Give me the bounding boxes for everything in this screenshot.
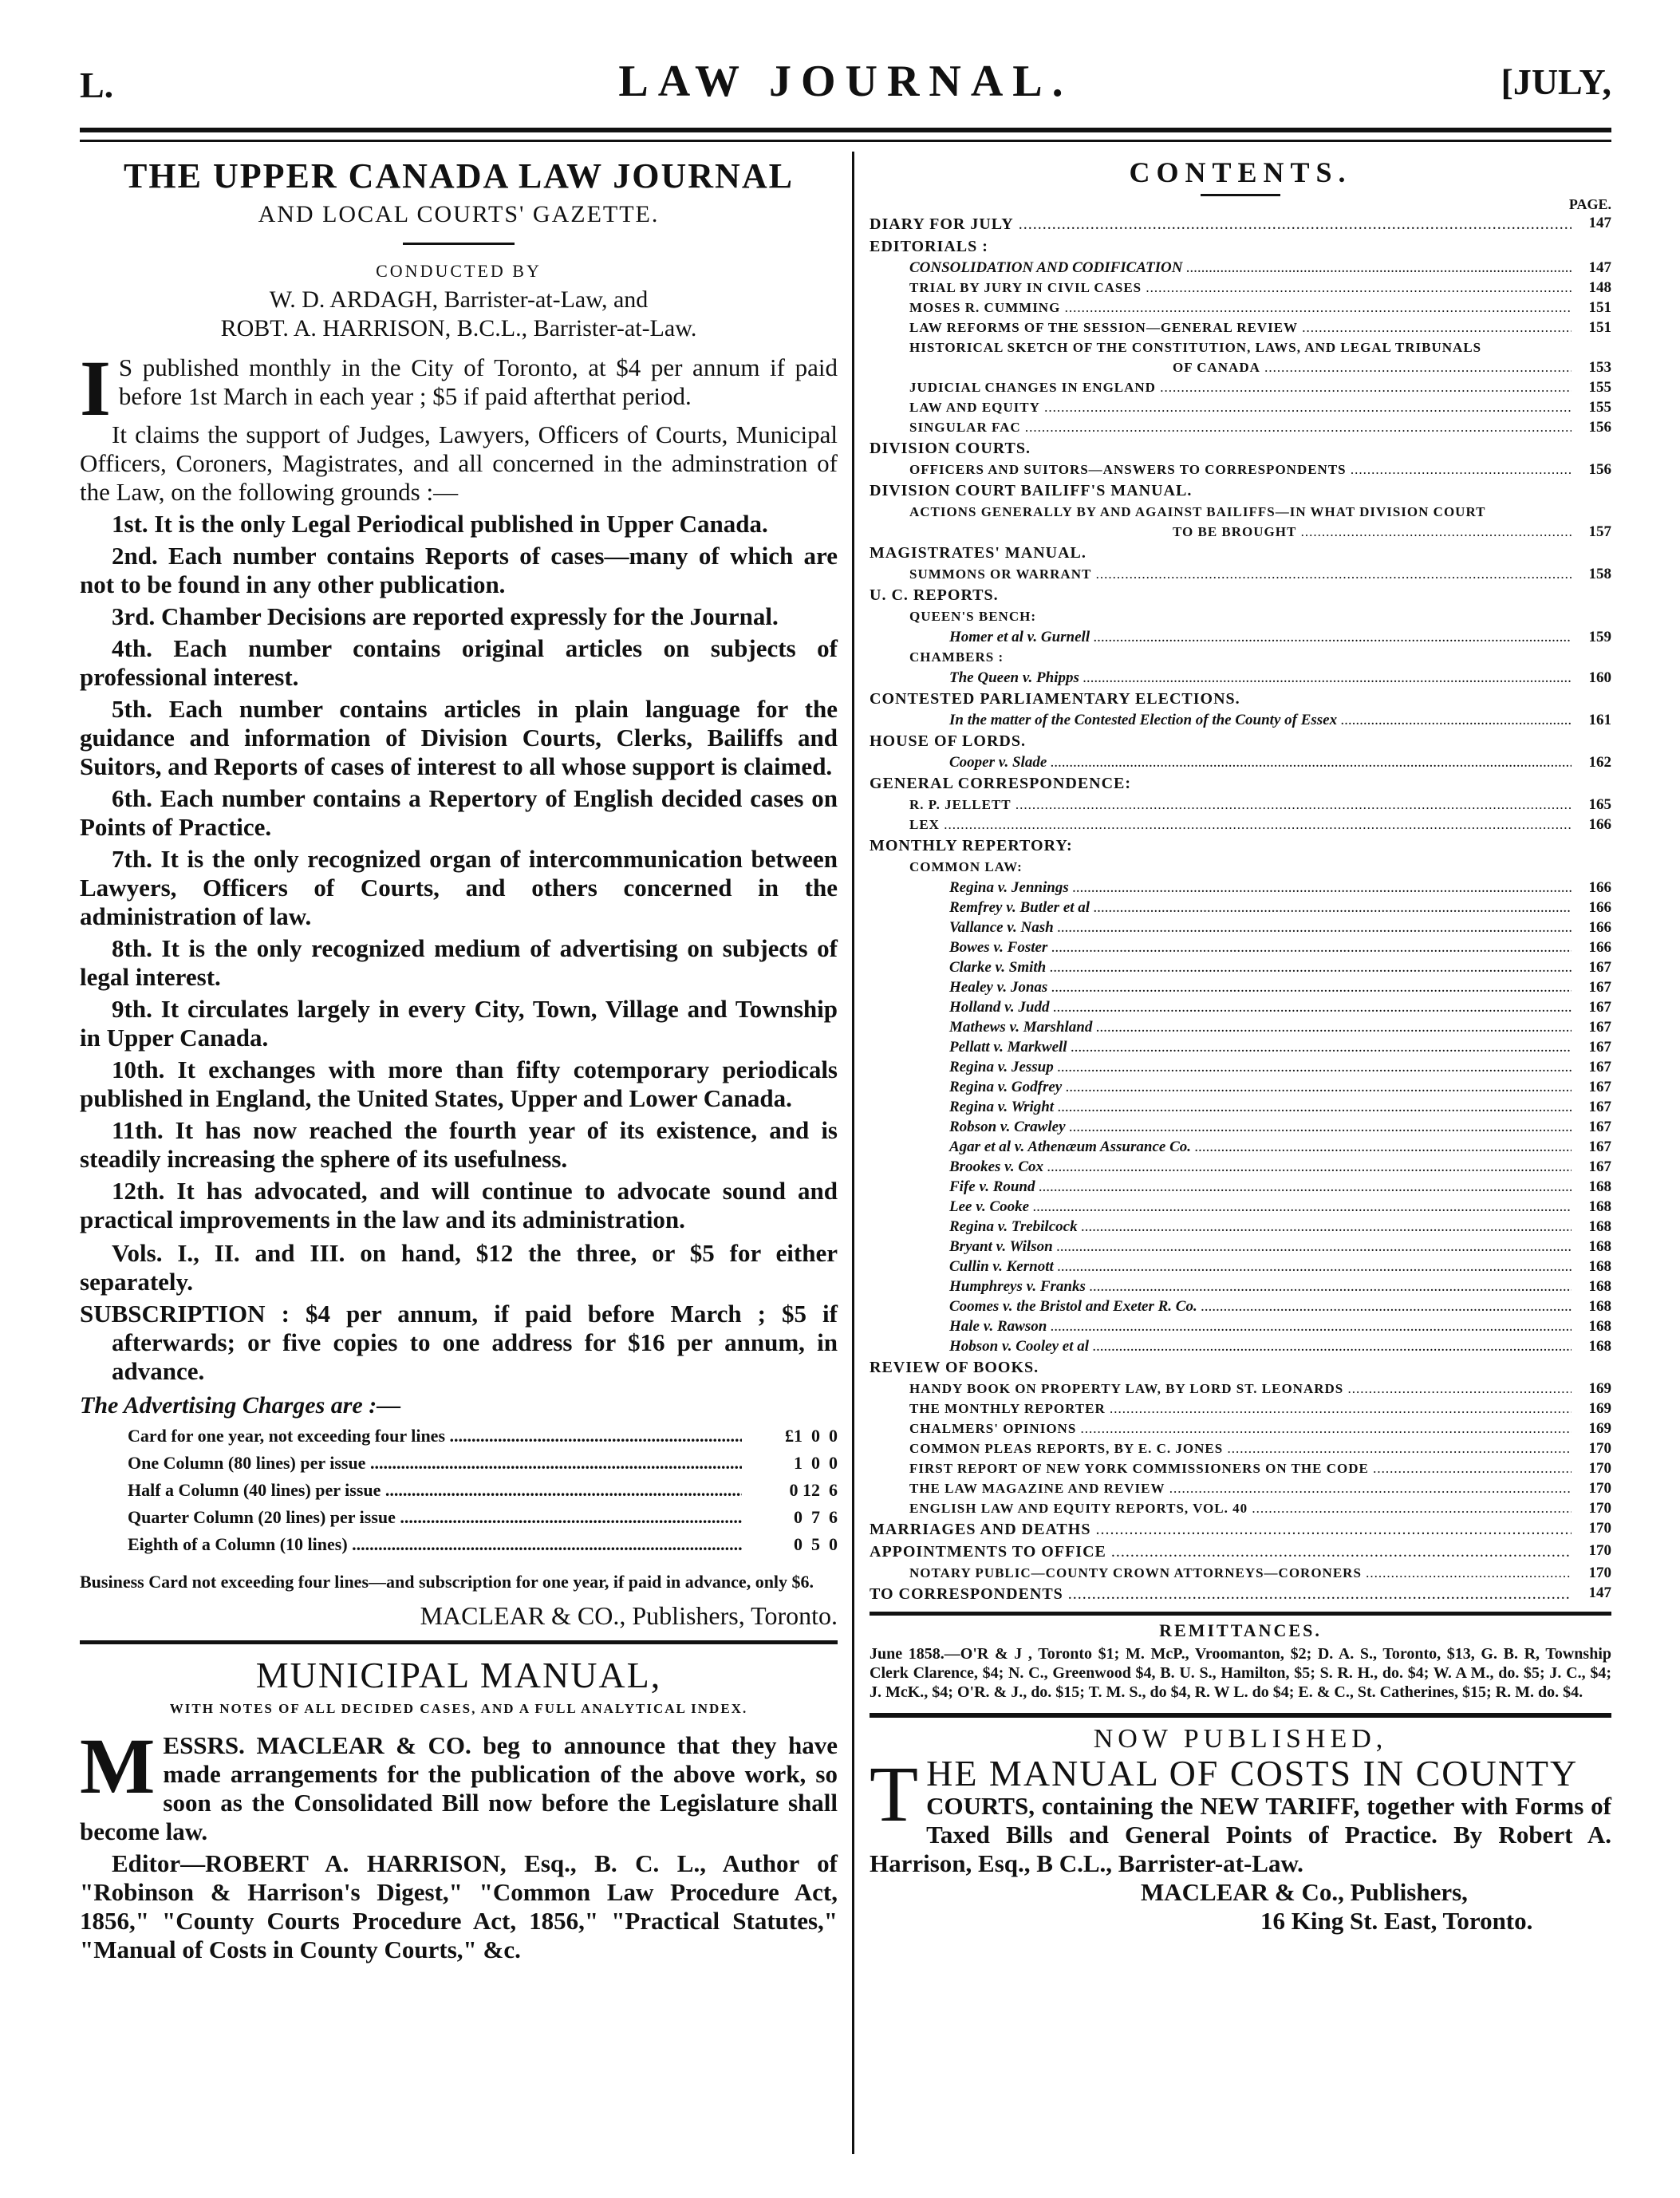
contents-page: 170: [1588, 1520, 1611, 1537]
contents-label: TO CORRESPONDENTS .....: [870, 1583, 1572, 1605]
contents-entry: [870, 878, 1611, 898]
np-body-text: COURTS, containing the NEW TARIFF, together with Forms of Taxed Bills and General Points of Practice. By Robert A. Harrison, Esq., B C.L., Barrister-at-Law.: [870, 1792, 1611, 1877]
issue-month: [JULY,: [1501, 61, 1611, 102]
contents-label: SUMMONS OR WARRANT .....: [870, 564, 1572, 584]
column-divider: [852, 152, 854, 2154]
contents-page: 167: [1588, 999, 1611, 1016]
contents-page: 156: [1588, 461, 1611, 478]
contents-entry: [870, 479, 1611, 502]
contents-label: OF CANADA .....: [870, 357, 1572, 377]
contents-entry: [870, 1057, 1611, 1077]
contents-page: 168: [1588, 1238, 1611, 1255]
contents-page: [1572, 606, 1611, 627]
advertising-amount: 0 7 6: [794, 1507, 838, 1527]
remittances-rule: [870, 1612, 1611, 1616]
contents-label: TO BE BROUGHT .....: [870, 522, 1572, 542]
contents-page: 167: [1588, 1079, 1611, 1095]
page-folio: L.: [80, 65, 114, 105]
publisher-line: MACLEAR & CO., Publishers, Toronto.: [420, 1601, 838, 1630]
now-published-body: [870, 1750, 1611, 1878]
contents-label: DIVISION COURTS.: [870, 440, 1031, 457]
contents-entry: [870, 957, 1611, 977]
contents-label: DIARY FOR JULY .....: [870, 213, 1572, 235]
contents-title: CONTENTS.: [1129, 156, 1352, 188]
contents-entry: [870, 688, 1611, 710]
contents-page: 170: [1588, 1480, 1611, 1497]
contents-page: 157: [1588, 523, 1611, 540]
contents-page: 167: [1588, 1059, 1611, 1075]
contents-label: In the matter of the Contested Election of the County of Essex .....: [870, 710, 1572, 730]
contents-label: Remfrey v. Butler et al .....: [870, 898, 1572, 917]
contents-page: 168: [1588, 1338, 1611, 1355]
editor-ardagh: W. D. ARDAGH, Barrister-at-Law, and: [269, 286, 649, 313]
contents-page: 167: [1588, 1099, 1611, 1115]
np-dropcap: T: [870, 1750, 919, 1838]
contents-label: DIVISION COURT BAILIFF'S MANUAL.: [870, 482, 1193, 499]
contents-label: Cullin v. Kernott .....: [870, 1257, 1572, 1277]
contents-label: EDITORIALS :: [870, 238, 988, 255]
contents-entry: [870, 502, 1611, 522]
contents-label: R. P. JELLETT .....: [870, 795, 1572, 815]
contents-label: APPOINTMENTS TO OFFICE .....: [870, 1541, 1572, 1563]
contents-page: 167: [1588, 1158, 1611, 1175]
contents-page: [1572, 835, 1611, 857]
contents-page: [1572, 857, 1611, 878]
contents-page: [1572, 502, 1611, 522]
contents-label: SINGULAR FAC .....: [870, 417, 1572, 437]
journal-title: LAW JOURNAL.: [618, 57, 1073, 106]
contents-entry: [870, 1097, 1611, 1117]
advertising-row: [128, 1477, 838, 1504]
contents-entry: [870, 298, 1611, 318]
contents-label: ACTIONS GENERALLY BY AND AGAINST BAILIFFS—IN WHAT DIVISION COURT: [909, 504, 1486, 519]
contents-label: QUEEN'S BENCH:: [909, 609, 1036, 624]
contents-entry: [870, 1077, 1611, 1097]
contents-label: Robson v. Crawley .....: [870, 1117, 1572, 1137]
contents-page: [1572, 542, 1611, 564]
contents-label: HISTORICAL SKETCH OF THE CONSTITUTION, LAWS, AND LEGAL TRIBUNALS: [909, 340, 1482, 355]
contents-page: 161: [1588, 712, 1611, 728]
ground-item: 1st. It is the only Legal Periodical published in Upper Canada.: [112, 510, 768, 538]
contents-entry: [870, 835, 1611, 857]
advertising-amount: 1 0 0: [794, 1453, 838, 1473]
contents-label: U. C. REPORTS.: [870, 586, 999, 604]
contents-label: LEX .....: [870, 815, 1572, 835]
contents-page: 169: [1588, 1400, 1611, 1417]
ground-item: 9th. It circulates largely in every City, Town, Village and Township in Upper Canada.: [80, 995, 838, 1052]
contents-entry: [870, 337, 1611, 357]
now-published-rule: [870, 1713, 1611, 1718]
contents-label: Regina v. Jessup .....: [870, 1057, 1572, 1077]
contents-page: 170: [1588, 1565, 1611, 1581]
contents-page: 170: [1588, 1440, 1611, 1457]
grounds-list: [80, 510, 838, 1234]
contents-label: ENGLISH LAW AND EQUITY REPORTS, VOL. 40 .....: [870, 1498, 1572, 1518]
advertising-amount: £1 0 0: [785, 1426, 838, 1446]
contents-label: Homer et al v. Gurnell .....: [870, 627, 1572, 647]
contents-entry: [870, 1117, 1611, 1137]
contents-page: 147: [1588, 259, 1611, 276]
title-rule: [403, 243, 515, 245]
mm-dropcap: M: [80, 1722, 156, 1810]
contents-page: [1572, 688, 1611, 710]
contents-label: Bowes v. Foster .....: [870, 937, 1572, 957]
contents-entry: [870, 235, 1611, 258]
contents-page: 165: [1588, 796, 1611, 813]
contents-page: 167: [1588, 1138, 1611, 1155]
contents-label: LAW AND EQUITY .....: [870, 397, 1572, 417]
advertising-label: Half a Column (40 lines) per issue .....: [128, 1477, 742, 1504]
contents-label: REVIEW OF BOOKS.: [870, 1359, 1039, 1376]
contents-entry: [870, 213, 1611, 235]
municipal-manual-body: [80, 1722, 838, 1846]
np-heading: HE MANUAL OF COSTS IN COUNTY: [926, 1753, 1579, 1794]
contents-label: THE MONTHLY REPORTER .....: [870, 1399, 1572, 1419]
contents-page: 170: [1588, 1500, 1611, 1517]
contents-page: 167: [1588, 1119, 1611, 1135]
contents-page: 170: [1588, 1542, 1611, 1559]
ground-item: 2nd. Each number contains Reports of cases—many of which are not to be found in any other publication.: [80, 542, 838, 598]
advertising-row: [128, 1504, 838, 1531]
contents-entry: [870, 710, 1611, 730]
contents-entry: [870, 1277, 1611, 1296]
contents-entry: [870, 1197, 1611, 1217]
intro-paragraph: [80, 344, 838, 432]
advertising-heading: The Advertising Charges are :—: [80, 1392, 401, 1419]
mm-body-text: ESSRS. MACLEAR & CO. beg to announce that they have made arrangements for the publication of the above work, so soon as the Consolidated Bill now before the Legislature shall become law.: [80, 1731, 838, 1845]
contents-entry: [870, 1583, 1611, 1605]
contents-label: Regina v. Wright .....: [870, 1097, 1572, 1117]
intro-text: S published monthly in the City of Toronto, at $4 per annum if paid before 1st March in each year ; $5 if paid afterthat period.: [118, 353, 838, 410]
contents-entry: [870, 1217, 1611, 1237]
contents-page: [1572, 647, 1611, 668]
contents-page: [1572, 337, 1611, 357]
contents-label: CONTESTED PARLIAMENTARY ELECTIONS.: [870, 690, 1240, 708]
contents-page: [1572, 437, 1611, 460]
contents-entry: [870, 937, 1611, 957]
contents-label: Mathews v. Marshland .....: [870, 1017, 1572, 1037]
contents-page: 155: [1588, 399, 1611, 416]
contents-page: 153: [1588, 359, 1611, 376]
contents-entry: [870, 795, 1611, 815]
contents-page: 168: [1588, 1278, 1611, 1295]
volumes-notice: Vols. I., II. and III. on hand, $12 the three, or $5 for either separately.: [80, 1239, 838, 1296]
intro-dropcap: I: [80, 344, 111, 432]
contents-entry: [870, 752, 1611, 772]
contents-label: GENERAL CORRESPONDENCE:: [870, 775, 1132, 792]
contents-entry: [870, 1137, 1611, 1157]
claims-intro: It claims the support of Judges, Lawyers, Officers of Courts, Municipal Officers, Coroners, Magistrates, and all concerned in the adminstration of the Law, on the following grounds :—: [80, 420, 838, 506]
journal-subtitle: AND LOCAL COURTS' GAZETTE.: [258, 201, 660, 227]
contents-page: 166: [1588, 939, 1611, 956]
business-card-notice: Business Card not exceeding four lines—and subscription for one year, if paid in advance, only $6.: [80, 1572, 814, 1592]
ground-item: 6th. Each number contains a Repertory of English decided cases on Points of Practice.: [80, 784, 838, 841]
contents-entry: [870, 397, 1611, 417]
contents-entry: [870, 1419, 1611, 1438]
contents-entry: [870, 1518, 1611, 1541]
contents-entry: [870, 1296, 1611, 1316]
contents-entry: [870, 1478, 1611, 1498]
contents-label: FIRST REPORT OF NEW YORK COMMISSIONERS ON THE CODE .....: [870, 1458, 1572, 1478]
contents-label: Agar et al v. Athenæum Assurance Co. .....: [870, 1137, 1572, 1157]
contents-label: Hale v. Rawson .....: [870, 1316, 1572, 1336]
advertising-label: Quarter Column (20 lines) per issue .....: [128, 1504, 742, 1531]
contents-page-label: PAGE.: [1568, 196, 1611, 212]
contents-entry: [870, 258, 1611, 278]
np-address: 16 King St. East, Toronto.: [1260, 1907, 1533, 1935]
advertising-row: [128, 1423, 838, 1450]
contents-label: HANDY BOOK ON PROPERTY LAW, BY LORD ST. LEONARDS .....: [870, 1379, 1572, 1399]
municipal-manual-subtitle: WITH NOTES OF ALL DECIDED CASES, AND A FULL ANALYTICAL INDEX.: [169, 1701, 748, 1716]
contents-entry: [870, 1177, 1611, 1197]
contents-label: CHAMBERS :: [909, 649, 1004, 665]
advertising-table: [80, 1423, 838, 1558]
contents-page: 159: [1588, 629, 1611, 645]
contents-label: MONTHLY REPERTORY:: [870, 837, 1073, 854]
contents-page: 166: [1588, 899, 1611, 916]
contents-label: Vallance v. Nash .....: [870, 917, 1572, 937]
contents-entry: [870, 815, 1611, 835]
contents-page: [1572, 730, 1611, 752]
contents-label: Healey v. Jonas .....: [870, 977, 1572, 997]
remittances-text: June 1858.—O'R & J , Toronto $1; M. McP., Vroomanton, $2; D. A. S., Toronto, $13, G. B. R, Township Clerk Clarence, $4; N. C., Greenwood $4, B. U. S., Hamilton, $5; S. R. H., do. $4; W. A M., do. $5; J. C., $4; J. McK., $4; O'R. & J., do. $15; T. M. S., do $4, R. W L. do $4; E. & C., St. Catherines, $15; R. M. do. $4.: [870, 1645, 1611, 1701]
contents-label: Holland v. Judd .....: [870, 997, 1572, 1017]
contents-page: 168: [1588, 1318, 1611, 1335]
contents-label: Fife v. Round .....: [870, 1177, 1572, 1197]
contents-page: 151: [1588, 319, 1611, 336]
contents-label: Hobson v. Cooley et al .....: [870, 1336, 1572, 1356]
advertising-label: Card for one year, not exceeding four lines .....: [128, 1423, 742, 1450]
municipal-manual-editor: Editor—ROBERT A. HARRISON, Esq., B. C. L., Author of "Robinson & Harrison's Digest," "Common Law Procedure Act, 1856," "County Courts Procedure Act, 1856," "Practical Statutes," "Manual of Costs in County Courts," &c.: [80, 1849, 838, 1963]
contents-label: Regina v. Jennings .....: [870, 878, 1572, 898]
contents-page: 166: [1588, 879, 1611, 896]
contents-label: Regina v. Godfrey .....: [870, 1077, 1572, 1097]
right-column: [870, 156, 1611, 1936]
contents-label: Clarke v. Smith .....: [870, 957, 1572, 977]
contents-entry: [870, 898, 1611, 917]
contents-page: 147: [1588, 1584, 1611, 1601]
contents-label: Lee v. Cooke .....: [870, 1197, 1572, 1217]
ground-item: 11th. It has now reached the fourth year of its existence, and is steadily increasing the sphere of its usefulness.: [80, 1116, 838, 1173]
table-of-contents: [870, 213, 1611, 1605]
contents-entry: [870, 1356, 1611, 1379]
contents-page: 151: [1588, 299, 1611, 316]
contents-entry: [870, 1379, 1611, 1399]
contents-page: 167: [1588, 1019, 1611, 1036]
municipal-manual-title: MUNICIPAL MANUAL,: [255, 1655, 662, 1695]
contents-label: COMMON LAW:: [909, 859, 1023, 874]
contents-entry: [870, 730, 1611, 752]
contents-entry: [870, 1498, 1611, 1518]
contents-label: LAW REFORMS OF THE SESSION—GENERAL REVIEW .....: [870, 318, 1572, 337]
contents-entry: [870, 1336, 1611, 1356]
ground-item: 8th. It is the only recognized medium of advertising on subjects of legal interest.: [80, 934, 838, 991]
contents-entry: [870, 1237, 1611, 1257]
contents-label: Humphreys v. Franks .....: [870, 1277, 1572, 1296]
contents-page: 167: [1588, 1039, 1611, 1056]
np-publisher: MACLEAR & Co., Publishers,: [1141, 1878, 1468, 1906]
journal-page: [80, 48, 1611, 2170]
contents-label: The Queen v. Phipps .....: [870, 668, 1572, 688]
contents-entry: [870, 1017, 1611, 1037]
contents-label: MARRIAGES AND DEATHS .....: [870, 1518, 1572, 1541]
contents-entry: [870, 522, 1611, 542]
contents-entry: [870, 1037, 1611, 1057]
contents-page: [1572, 1356, 1611, 1379]
contents-entry: [870, 1541, 1611, 1563]
contents-entry: [870, 1399, 1611, 1419]
contents-page: [1572, 584, 1611, 606]
conducted-by: CONDUCTED BY: [376, 261, 542, 281]
advertising-row: [128, 1531, 838, 1558]
contents-entry: [870, 278, 1611, 298]
contents-label: Pellatt v. Markwell .....: [870, 1037, 1572, 1057]
contents-page: [1572, 235, 1611, 258]
contents-entry: [870, 1316, 1611, 1336]
section-rule: [80, 1640, 838, 1644]
contents-label: MOSES R. CUMMING .....: [870, 298, 1572, 318]
contents-page: 147: [1588, 215, 1611, 231]
contents-entry: [870, 1458, 1611, 1478]
contents-page: 169: [1588, 1380, 1611, 1397]
contents-page: [1572, 772, 1611, 795]
advertising-label: One Column (80 lines) per issue .....: [128, 1450, 742, 1477]
contents-page: 166: [1588, 816, 1611, 833]
ground-item: 3rd. Chamber Decisions are reported expressly for the Journal.: [112, 602, 779, 630]
contents-page: 162: [1588, 754, 1611, 771]
contents-page: 156: [1588, 419, 1611, 436]
contents-entry: [870, 772, 1611, 795]
contents-entry: [870, 460, 1611, 479]
editor-harrison: ROBT. A. HARRISON, B.C.L., Barrister-at-Law.: [220, 315, 697, 341]
contents-entry: [870, 1257, 1611, 1277]
remittances-title: REMITTANCES.: [1159, 1620, 1322, 1640]
contents-label: Brookes v. Cox .....: [870, 1157, 1572, 1177]
ground-item: 7th. It is the only recognized organ of intercommunication between Lawyers, Officers of Courts, and others concerned in the administration of law.: [80, 845, 838, 930]
contents-entry: [870, 318, 1611, 337]
contents-page: 170: [1588, 1460, 1611, 1477]
contents-entry: [870, 647, 1611, 668]
contents-label: CHALMERS' OPINIONS .....: [870, 1419, 1572, 1438]
contents-page: 167: [1588, 959, 1611, 976]
now-published-title: NOW PUBLISHED,: [1093, 1724, 1388, 1754]
contents-entry: [870, 977, 1611, 997]
journal-name: THE UPPER CANADA LAW JOURNAL: [124, 156, 794, 195]
contents-entry: [870, 1563, 1611, 1583]
contents-label: MAGISTRATES' MANUAL.: [870, 544, 1086, 562]
contents-label: Regina v. Trebilcock .....: [870, 1217, 1572, 1237]
contents-entry: [870, 417, 1611, 437]
advertising-amount: 0 12 6: [789, 1480, 838, 1500]
contents-label: NOTARY PUBLIC—COUNTY CROWN ATTORNEYS—CORONERS .....: [870, 1563, 1572, 1583]
contents-entry: [870, 1438, 1611, 1458]
subscription-notice: SUBSCRIPTION : $4 per annum, if paid before March ; $5 if afterwards; or five copies to one address for $16 per annum, in advance.: [80, 1300, 838, 1385]
contents-entry: [870, 564, 1611, 584]
contents-entry: [870, 357, 1611, 377]
contents-label: OFFICERS AND SUITORS—ANSWERS TO CORRESPONDENTS .....: [870, 460, 1572, 479]
advertising-label: Eighth of a Column (10 lines) .....: [128, 1531, 742, 1558]
contents-label: TRIAL BY JURY IN CIVIL CASES .....: [870, 278, 1572, 298]
contents-page: 160: [1588, 669, 1611, 686]
left-column: [80, 156, 838, 1967]
contents-label: HOUSE OF LORDS.: [870, 732, 1026, 750]
contents-entry: [870, 627, 1611, 647]
contents-entry: [870, 857, 1611, 878]
contents-page: 168: [1588, 1298, 1611, 1315]
contents-label: THE LAW MAGAZINE AND REVIEW .....: [870, 1478, 1572, 1498]
contents-label: Coomes v. the Bristol and Exeter R. Co. .....: [870, 1296, 1572, 1316]
advertising-amount: 0 5 0: [794, 1534, 838, 1554]
contents-label: JUDICIAL CHANGES IN ENGLAND .....: [870, 377, 1572, 397]
contents-page: 169: [1588, 1420, 1611, 1437]
contents-entry: [870, 584, 1611, 606]
ground-item: 10th. It exchanges with more than fifty cotemporary periodicals published in England, the United States, Upper and Lower Canada.: [80, 1056, 838, 1112]
contents-page: 168: [1588, 1218, 1611, 1235]
ground-item: 12th. It has advocated, and will continue to advocate sound and practical improvements in the law and its administration.: [80, 1177, 838, 1233]
contents-page: 168: [1588, 1198, 1611, 1215]
contents-page: [1572, 479, 1611, 502]
contents-entry: [870, 606, 1611, 627]
header-rule: [80, 128, 1611, 142]
contents-page: 155: [1588, 379, 1611, 396]
contents-page: 158: [1588, 566, 1611, 582]
ground-item: 5th. Each number contains articles in plain language for the guidance and information of Division Courts, Clerks, Bailiffs and Suitors, and Reports of cases of interest to all whose support is claimed.: [80, 695, 838, 780]
contents-entry: [870, 997, 1611, 1017]
contents-entry: [870, 377, 1611, 397]
ground-item: 4th. Each number contains original articles on subjects of professional interest.: [80, 634, 838, 691]
contents-entry: [870, 1157, 1611, 1177]
contents-page: 166: [1588, 919, 1611, 936]
contents-label: Bryant v. Wilson .....: [870, 1237, 1572, 1257]
contents-page: 167: [1588, 979, 1611, 996]
contents-entry: [870, 437, 1611, 460]
contents-page: 168: [1588, 1258, 1611, 1275]
contents-entry: [870, 917, 1611, 937]
contents-entry: [870, 668, 1611, 688]
contents-label: CONSOLIDATION AND CODIFICATION .....: [870, 258, 1572, 278]
contents-page: 148: [1588, 279, 1611, 296]
contents-label: COMMON PLEAS REPORTS, BY E. C. JONES .....: [870, 1438, 1572, 1458]
contents-entry: [870, 542, 1611, 564]
advertising-row: [128, 1450, 838, 1477]
contents-label: Cooper v. Slade .....: [870, 752, 1572, 772]
contents-page: 168: [1588, 1178, 1611, 1195]
running-header: [80, 48, 1611, 120]
